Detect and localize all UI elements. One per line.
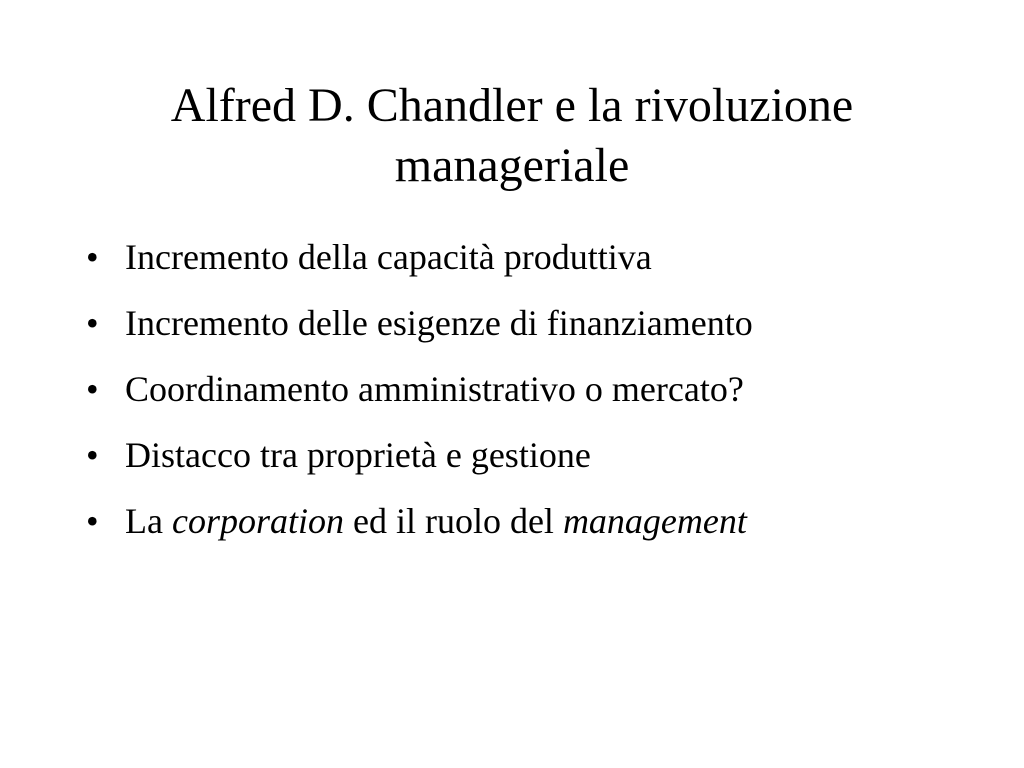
bullet-text	[125, 496, 747, 546]
bullet-item	[86, 496, 966, 562]
bullet-icon: •	[86, 237, 99, 277]
bullet-icon: •	[86, 501, 99, 541]
bullet-icon: •	[86, 303, 99, 343]
slide-title-line-2: manageriale	[394, 139, 630, 192]
bullet-item	[86, 232, 966, 298]
bullet-text: Incremento delle esigenze di finanziamento	[125, 303, 753, 343]
bullet-text-emphasis: management	[562, 501, 747, 541]
bullet-text: Coordinamento amministrativo o mercato?	[125, 369, 744, 409]
bullet-text: Incremento della capacità produttiva	[125, 237, 652, 277]
bullet-text-part: ed il ruolo del	[343, 501, 563, 541]
bullet-icon: •	[86, 435, 99, 475]
slide-title	[60, 76, 964, 196]
bullet-text: Distacco tra proprietà e gestione	[125, 435, 591, 475]
bullet-text-part: La	[125, 501, 172, 541]
bullet-item	[86, 364, 966, 430]
slide-title-line-1: Alfred D. Chandler e la rivoluzione	[170, 79, 854, 132]
bullet-item	[86, 298, 966, 364]
bullet-icon: •	[86, 369, 99, 409]
bullet-list	[86, 232, 966, 562]
bullet-item	[86, 430, 966, 496]
bullet-text-emphasis: corporation	[171, 501, 344, 541]
